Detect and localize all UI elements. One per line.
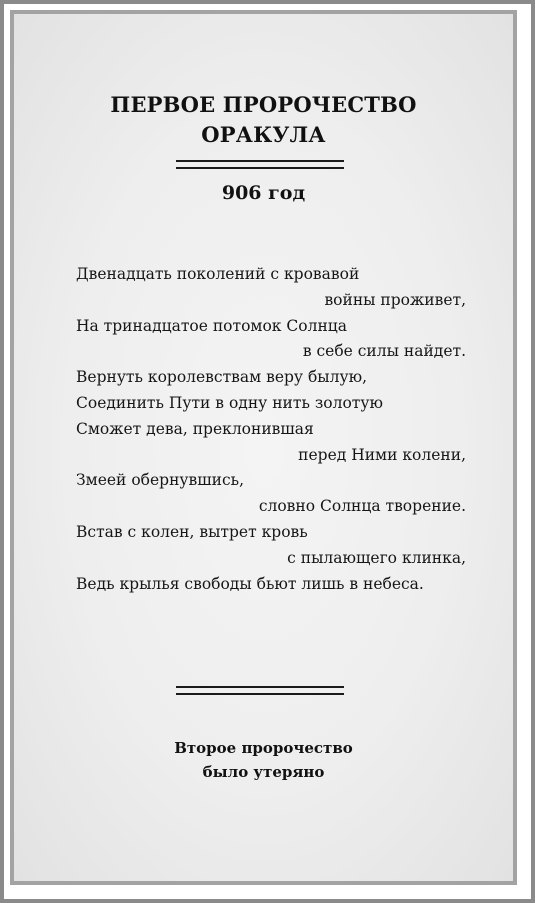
poem-line: Сможет дева, преклонившая [76, 419, 314, 438]
poem-line: Вернуть королевствам веру былую, [76, 368, 368, 387]
poem-line: войны проживет, [324, 290, 466, 309]
poem-line: Змеей обернувшись, [76, 471, 245, 490]
title-line-2: ОРАКУЛА [201, 122, 326, 147]
footer-line-1: Второе пророчество [174, 739, 353, 757]
divider-bottom [176, 686, 344, 695]
poem-line: Двенадцать поколений с кровавой [76, 265, 360, 283]
footer-line-2: было утеряно [202, 763, 325, 781]
poem-line: Ведь крылья свободы бьют лишь в небеса. [76, 574, 424, 593]
poem-line: Встав с колен, вытрет кровь [76, 522, 308, 541]
parchment-page [10, 10, 517, 885]
footer-note [14, 736, 513, 784]
poem-line: словно Солнца творение. [258, 497, 466, 516]
poem-line: На тринадцатое потомок Солнца [76, 316, 347, 335]
poem-line: с пылающего клинка, [287, 548, 466, 567]
poem-line: перед Ними колени, [298, 445, 466, 464]
year-heading: 906 год [221, 182, 306, 204]
page-title [14, 90, 513, 150]
poem-line: Соединить Пути в одну нить золотую [76, 393, 383, 412]
title-line-1: ПЕРВОЕ ПРОРОЧЕСТВО [110, 92, 417, 117]
divider-top [176, 160, 344, 169]
poem-line: в себе силы найдет. [302, 342, 466, 361]
prophecy-poem [76, 262, 466, 597]
